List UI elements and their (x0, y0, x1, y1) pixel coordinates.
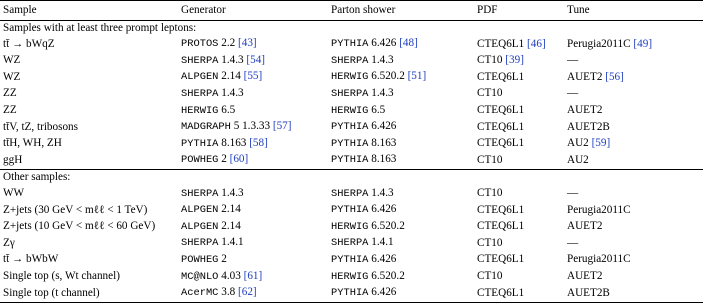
generator-version: 1.4.3 (218, 86, 244, 99)
pdf-cell (474, 186, 564, 203)
generator-version: 2 (218, 153, 230, 166)
generator-cell (178, 219, 328, 236)
generator-version: 6.5 (218, 103, 236, 116)
generator-cell (178, 269, 328, 286)
parton-shower-cell (328, 119, 474, 136)
parton-shower-name: HERWIG (331, 71, 369, 84)
generator-name: ALPGEN (181, 204, 219, 217)
tune-name: AUET2B (567, 120, 610, 133)
parton-shower-version: 6.520.2 (368, 219, 405, 232)
pdf-name: CT10 (477, 236, 503, 249)
sample-name: WZ (3, 54, 21, 67)
citation-link[interactable]: [57] (272, 120, 292, 133)
sample-name: tt̄V, tZ, tribosons (3, 120, 79, 133)
pdf-cell (474, 136, 564, 153)
header-tune: Tune (567, 4, 590, 16)
generator-cell (178, 252, 328, 269)
sample-name: ggH (3, 153, 23, 166)
tune-name: AUET2 (567, 70, 606, 83)
sample-cell (0, 86, 178, 103)
pdf-name: CTEQ6L1 (477, 253, 525, 266)
citation-link[interactable]: [62] (238, 286, 257, 299)
generator-name: MADGRAPH (181, 121, 231, 134)
tune-cell (564, 269, 703, 286)
citation-link[interactable]: [46] (527, 37, 546, 50)
citation-link[interactable]: [39] (505, 54, 524, 67)
generator-name: PYTHIA (181, 137, 219, 150)
parton-shower-cell (328, 269, 474, 286)
sample-name: Zγ (3, 236, 15, 249)
parton-shower-name: PYTHIA (331, 38, 369, 51)
tune-cell (564, 252, 703, 269)
parton-shower-name: PYTHIA (331, 121, 369, 134)
pdf-name: CTEQ6L1 (477, 104, 525, 117)
sample-cell (0, 269, 178, 286)
tune-cell (564, 36, 703, 53)
pdf-cell (474, 69, 564, 86)
tune-name: AU2 (567, 153, 589, 166)
citation-link[interactable]: [58] (249, 136, 268, 149)
sample-name: Z+jets (10 GeV < mℓℓ < 60 GeV) (3, 220, 156, 233)
parton-shower-version: 6.520.2 (368, 70, 408, 83)
table-row (0, 269, 703, 286)
section-heading: Samples with at least three prompt leptons: (3, 21, 197, 34)
generator-version: 4.03 (218, 269, 244, 282)
sample-cell (0, 235, 178, 252)
tune-cell (564, 235, 703, 252)
parton-shower-version: 1.4.1 (368, 236, 394, 249)
table-row (0, 36, 703, 53)
table-row (0, 69, 703, 86)
generator-version: 1.4.1 (218, 236, 244, 249)
tune-name: AUET2 (567, 104, 603, 117)
parton-shower-version: 6.426 (368, 120, 397, 133)
tune-cell (564, 103, 703, 120)
sample-name: ZZ (3, 87, 17, 100)
table-row (0, 119, 703, 136)
sample-name: Z+jets (30 GeV < mℓℓ < 1 TeV) (3, 203, 148, 216)
tune-name: AU2 (567, 137, 592, 150)
parton-shower-cell (328, 136, 474, 153)
parton-shower-version: 6.426 (368, 252, 397, 265)
pdf-name: CTEQ6L1 (477, 120, 525, 133)
parton-shower-name: SHERPA (331, 187, 369, 200)
generator-cell (178, 136, 328, 153)
table-row (0, 235, 703, 252)
section-heading-row (0, 20, 703, 36)
pdf-cell (474, 252, 564, 269)
pdf-name: CT10 (477, 270, 503, 282)
parton-shower-cell (328, 103, 474, 120)
table-row (0, 86, 703, 103)
tune-cell (564, 53, 703, 70)
sample-cell (0, 136, 178, 153)
parton-shower-cell (328, 36, 474, 53)
parton-shower-name: HERWIG (331, 270, 369, 283)
tune-name: AUET2 (567, 270, 603, 282)
sample-cell (0, 252, 178, 269)
sample-cell (0, 119, 178, 136)
parton-shower-version: 6.426 (368, 203, 397, 216)
tune-cell (564, 219, 703, 236)
table-row (0, 152, 703, 169)
citation-link[interactable]: [49] (633, 37, 653, 50)
generator-cell (178, 86, 328, 103)
parton-shower-version: 6.426 (368, 286, 397, 299)
citation-link[interactable]: [61] (243, 269, 263, 282)
parton-shower-version: 6.426 (368, 37, 400, 50)
tune-cell (564, 136, 703, 153)
pdf-cell (474, 202, 564, 219)
generator-cell (178, 119, 328, 136)
parton-shower-cell (328, 252, 474, 269)
generator-cell (178, 152, 328, 169)
tune-name: — (567, 87, 579, 100)
generator-cell (178, 186, 328, 203)
parton-shower-cell (328, 235, 474, 252)
citation-link[interactable]: [43] (238, 37, 257, 50)
tune-cell (564, 152, 703, 169)
sample-cell (0, 103, 178, 120)
pdf-cell (474, 53, 564, 70)
generator-name: MC@NLO (181, 270, 219, 283)
tune-name: Perugia2011C (567, 37, 634, 50)
generator-name: ALPGEN (181, 71, 219, 84)
generator-cell (178, 202, 328, 219)
tune-name: — (567, 54, 579, 67)
pdf-cell (474, 36, 564, 53)
generator-cell (178, 53, 328, 70)
pdf-cell (474, 235, 564, 252)
generator-version: 2.14 (218, 70, 244, 83)
parton-shower-cell (328, 219, 474, 236)
tune-name: AUET2B (567, 286, 610, 299)
parton-shower-version: 1.4.3 (368, 86, 394, 99)
pdf-cell (474, 269, 564, 286)
tune-cell (564, 186, 703, 203)
sample-cell (0, 186, 178, 203)
generator-version: 2 (218, 252, 227, 265)
tune-name: AUET2 (567, 220, 603, 233)
parton-shower-name: HERWIG (331, 104, 369, 117)
generator-cell (178, 69, 328, 86)
sample-name: WW (3, 187, 25, 200)
pdf-cell (474, 86, 564, 103)
sample-name: Single top (t channel) (3, 286, 100, 299)
tune-name: — (567, 236, 579, 249)
parton-shower-version: 6.520.2 (368, 269, 405, 282)
table-row (0, 202, 703, 219)
parton-shower-version: 8.163 (368, 136, 397, 149)
generator-version: 1.4.3 (218, 53, 247, 66)
parton-shower-version: 8.163 (368, 153, 397, 166)
sample-name: tt̄ → bWbW (3, 253, 59, 266)
sample-cell (0, 202, 178, 219)
parton-shower-name: SHERPA (331, 237, 369, 250)
tune-cell (564, 86, 703, 103)
table-row (0, 53, 703, 70)
sample-cell (0, 69, 178, 86)
pdf-name: CTEQ6L1 (477, 137, 525, 150)
header-pdf: PDF (477, 4, 498, 16)
header-generator: Generator (181, 4, 226, 16)
pdf-name: CT10 (477, 87, 503, 100)
parton-shower-name: PYTHIA (331, 154, 369, 167)
pdf-cell (474, 219, 564, 236)
table-row (0, 186, 703, 203)
sample-name: ZZ (3, 104, 17, 117)
sample-name: WZ (3, 70, 21, 83)
generator-version: 1.4.3 (218, 186, 244, 199)
generator-name: SHERPA (181, 237, 219, 250)
pdf-name: CT10 (477, 187, 503, 200)
parton-shower-name: PYTHIA (331, 253, 369, 266)
generator-version: 2.14 (218, 219, 241, 232)
generator-version: 5 1.3.33 (230, 120, 273, 133)
sample-cell (0, 36, 178, 53)
table-row (0, 136, 703, 153)
parton-shower-name: PYTHIA (331, 137, 369, 150)
sample-name: tt̄ → bWqZ (3, 37, 55, 50)
pdf-name: CTEQ6L1 (477, 70, 525, 83)
parton-shower-name: SHERPA (331, 54, 369, 67)
tune-name: Perugia2011C (567, 203, 631, 216)
generator-version: 2.14 (218, 203, 241, 216)
generator-name: SHERPA (181, 187, 219, 200)
parton-shower-cell (328, 202, 474, 219)
section-heading-row (0, 169, 703, 185)
tune-name: — (567, 187, 579, 200)
pdf-name: CT10 (477, 54, 506, 67)
citation-link[interactable]: [55] (243, 70, 263, 83)
table-row (0, 103, 703, 120)
tune-cell (564, 69, 703, 86)
tune-name: Perugia2011C (567, 253, 631, 266)
generator-name: ALPGEN (181, 220, 219, 233)
sample-name: Single top (s, Wt channel) (3, 270, 120, 282)
generator-name: SHERPA (181, 54, 219, 67)
generator-name: SHERPA (181, 87, 219, 100)
generator-cell (178, 103, 328, 120)
generator-cell (178, 36, 328, 53)
header-parton-shower: Parton shower (331, 4, 396, 16)
sample-name: tt̄H, WH, ZH (3, 137, 62, 150)
citation-link[interactable]: [54] (246, 53, 266, 66)
parton-shower-name: HERWIG (331, 220, 369, 233)
generator-name: HERWIG (181, 104, 219, 117)
section-heading: Other samples: (3, 170, 71, 183)
pdf-name: CTEQ6L1 (477, 203, 525, 216)
parton-shower-name: PYTHIA (331, 204, 369, 217)
parton-shower-name: PYTHIA (331, 287, 369, 300)
generator-version: 8.163 (218, 136, 250, 149)
sample-cell (0, 152, 178, 169)
table-row (0, 219, 703, 236)
parton-shower-cell (328, 152, 474, 169)
generator-cell (178, 235, 328, 252)
pdf-cell (474, 119, 564, 136)
citation-link[interactable]: [60] (229, 153, 249, 166)
header-row (0, 1, 703, 21)
generator-version: 3.8 (218, 286, 238, 299)
parton-shower-cell (328, 86, 474, 103)
parton-shower-cell (328, 186, 474, 203)
pdf-name: CTEQ6L1 (477, 286, 525, 299)
header-sample: Sample (3, 4, 37, 16)
generator-name: PROTOS (181, 38, 219, 51)
generator-name: POWHEG (181, 253, 219, 266)
pdf-name: CTEQ6L1 (477, 220, 525, 233)
tune-cell (564, 202, 703, 219)
table-row (0, 252, 703, 269)
parton-shower-version: 6.5 (368, 103, 386, 116)
sample-cell (0, 219, 178, 236)
sample-cell (0, 53, 178, 70)
parton-shower-cell (328, 53, 474, 70)
parton-shower-version: 1.4.3 (368, 186, 394, 199)
pdf-name: CTEQ6L1 (477, 37, 528, 50)
parton-shower-name: SHERPA (331, 87, 369, 100)
citation-link[interactable]: [56] (605, 70, 624, 83)
pdf-cell (474, 103, 564, 120)
pdf-name: CT10 (477, 153, 503, 166)
generator-version: 2.2 (218, 37, 238, 50)
citation-link[interactable]: [59] (591, 137, 611, 150)
generator-name: AcerMC (181, 287, 219, 300)
pdf-cell (474, 152, 564, 169)
generator-name: POWHEG (181, 154, 219, 167)
parton-shower-version: 1.4.3 (368, 53, 394, 66)
tune-cell (564, 119, 703, 136)
parton-shower-cell (328, 69, 474, 86)
citation-link[interactable]: [51] (407, 70, 427, 83)
citation-link[interactable]: [48] (399, 37, 418, 50)
